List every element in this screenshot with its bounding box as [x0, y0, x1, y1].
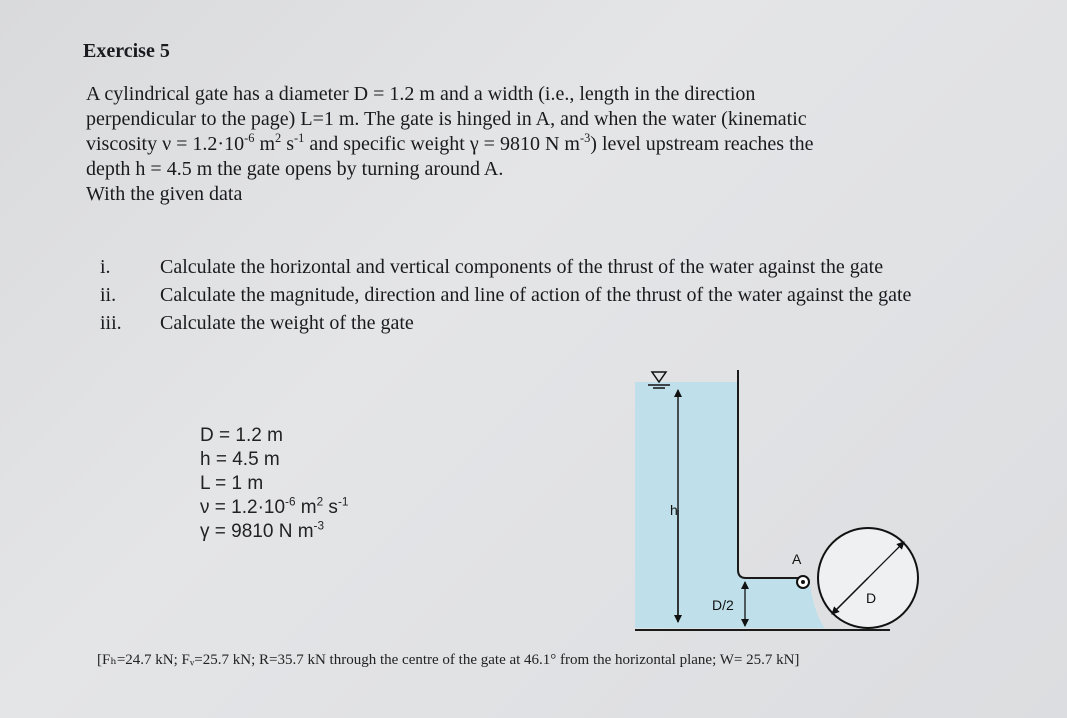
task-item [100, 311, 950, 336]
task-text: Calculate the magnitude, direction and line of action of the thrust of the water against the gate [160, 284, 912, 306]
label-h: h [670, 502, 678, 518]
water-region [635, 382, 825, 628]
task-list [100, 255, 950, 339]
label-d2: D/2 [712, 597, 734, 613]
statement-line-2: perpendicular to the page) L=1 m. The gate is hinged in A, and when the water (kinematic [86, 108, 807, 130]
answer-line: [Fₕ=24.7 kN; Fᵥ=25.7 kN; R=35.7 kN through the centre of the gate at 46.1° from the horizontal plane; W= 25.7 kN] [97, 652, 800, 668]
given-data [200, 424, 348, 544]
given-diameter: D = 1.2 m [200, 425, 283, 446]
task-item [100, 283, 950, 308]
task-number: iii. [100, 312, 122, 334]
statement-line-1: A cylindrical gate has a diameter D = 1.2 m and a width (i.e., length in the direction [86, 83, 756, 105]
water-surface-icon [648, 372, 670, 388]
task-text: Calculate the horizontal and vertical components of the thrust of the water against the gate [160, 256, 884, 278]
task-number: i. [100, 256, 111, 278]
exercise-title: Exercise 5 [83, 40, 170, 62]
statement-line-4: depth h = 4.5 m the gate opens by turning around A. [86, 158, 504, 180]
gate-diagram [620, 360, 920, 645]
task-text: Calculate the weight of the gate [160, 312, 414, 334]
task-item [100, 255, 950, 280]
label-a: A [792, 551, 802, 567]
problem-statement [86, 82, 946, 207]
statement-line-3: viscosity $\nu = 1.2\cdot 10^{-6}$ $m^2$ $s^{-1}$ and specific weight γ = 9810 N $m^{-3}$) level upstream reaches the [86, 130, 814, 155]
hinge-pin-icon [801, 580, 805, 584]
given-specific-weight: γ = 9810 N $m^{-3}$ [200, 519, 324, 542]
statement-line-5: With the given data [86, 183, 243, 205]
given-viscosity: $\nu = 1.2\cdot 10^{-6}$ $m^2$ $s^{-1}$ [200, 495, 349, 518]
given-depth: h = 4.5 m [200, 449, 280, 470]
label-d: D [866, 590, 877, 606]
task-number: ii. [100, 284, 117, 306]
given-length: L = 1 m [200, 473, 264, 494]
